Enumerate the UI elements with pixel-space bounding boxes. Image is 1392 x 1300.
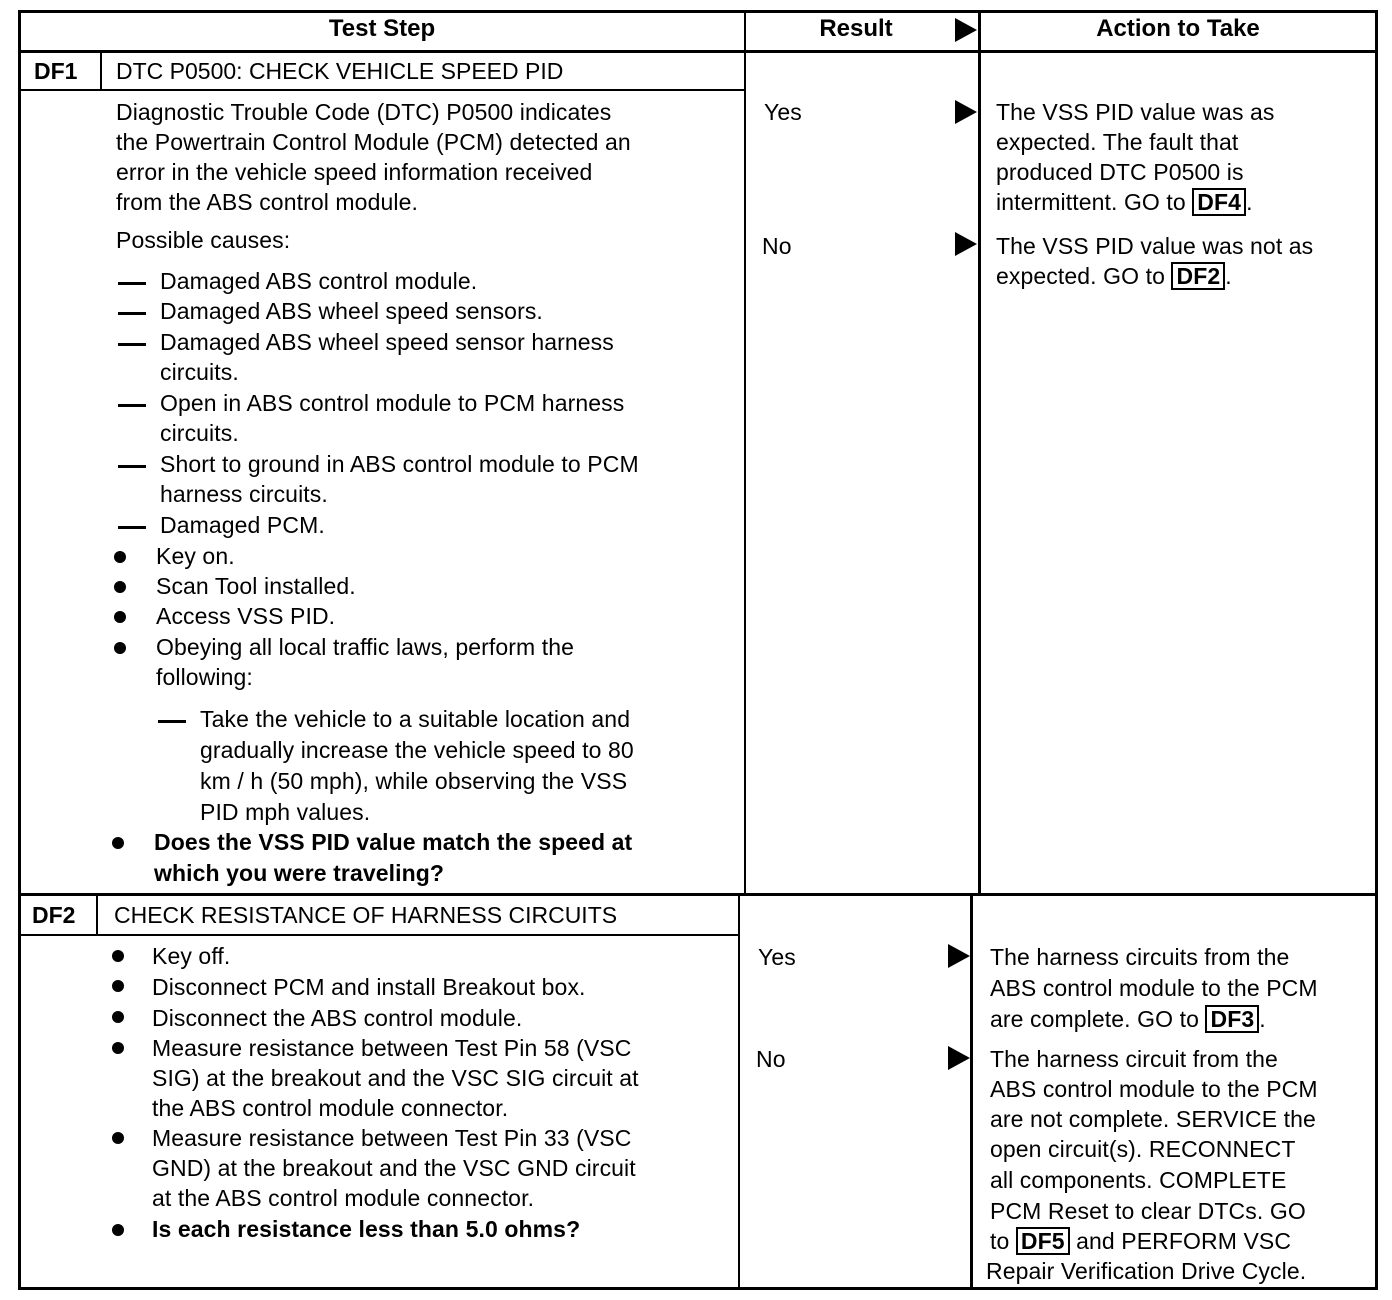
df1-action-no-text: expected. GO to <box>996 263 1172 289</box>
step-item: Obeying all local traffic laws, perform the <box>156 634 575 660</box>
df2-action-yes-end: . <box>1259 1006 1266 1032</box>
header-test-step: Test Step <box>328 15 436 42</box>
df1-action-yes-text: intermittent. GO to <box>996 189 1193 215</box>
df2-step-cont: the ABS control module connector. <box>152 1095 509 1121</box>
header-action: Action to Take <box>1096 15 1260 42</box>
df2-action-no-line: PCM Reset to clear DTCs. GO <box>990 1198 1306 1224</box>
df2-action-yes-text: are complete. GO to <box>990 1006 1206 1032</box>
arrow-icon <box>955 100 977 124</box>
cause-item-cont: circuits. <box>160 420 239 446</box>
df1-action-yes-line: produced DTC P0500 is <box>996 159 1244 185</box>
df2-action-no-to: to <box>990 1228 1016 1254</box>
df2-action-no-line: open circuit(s). RECONNECT <box>990 1136 1296 1162</box>
df2-title-rule <box>18 934 740 936</box>
cause-item: Damaged PCM. <box>160 512 325 538</box>
df2-result-yes: Yes <box>758 944 796 970</box>
df1-title: DTC P0500: CHECK VEHICLE SPEED PID <box>116 58 564 84</box>
df1-action-no-line: The VSS PID value was not as <box>996 233 1314 259</box>
df2-question: Is each resistance less than 5.0 ohms? <box>152 1216 581 1242</box>
df1-action-yes-line: The VSS PID value was as <box>996 99 1275 125</box>
df2-result-no: No <box>756 1046 786 1072</box>
df2-action-yes-line: The harness circuits from the <box>990 944 1290 970</box>
bullet-icon <box>112 1224 124 1236</box>
dash-icon <box>118 343 146 346</box>
df2-step: Measure resistance between Test Pin 33 (VSC <box>152 1125 632 1151</box>
dash-icon <box>158 720 186 723</box>
col-divider-action-lower <box>970 895 973 1290</box>
df1-code-divider <box>100 52 102 90</box>
df1-intro-line: from the ABS control module. <box>116 189 418 215</box>
df1-action-yes-end: . <box>1246 189 1253 215</box>
df2-step: Measure resistance between Test Pin 58 (VSC <box>152 1035 632 1061</box>
bullet-icon <box>112 1011 124 1023</box>
cause-item: Short to ground in ABS control module to PCM <box>160 451 639 477</box>
bullet-icon <box>112 1132 124 1144</box>
bullet-icon <box>112 1042 124 1054</box>
possible-causes-label: Possible causes: <box>116 227 291 253</box>
step-item: Key on. <box>156 543 235 569</box>
df2-title: CHECK RESISTANCE OF HARNESS CIRCUITS <box>114 902 618 928</box>
substep-line: PID mph values. <box>200 799 371 825</box>
col-divider-action-upper <box>978 10 981 895</box>
table-border-bottom <box>18 1287 1378 1290</box>
bullet-icon <box>114 551 126 563</box>
step-item-cont: following: <box>156 664 253 690</box>
df5-reference[interactable]: DF5 <box>1016 1227 1070 1255</box>
substep-line: gradually increase the vehicle speed to 80 <box>200 737 634 763</box>
df1-intro-line: Diagnostic Trouble Code (DTC) P0500 indicates <box>116 99 612 125</box>
df3-reference[interactable]: DF3 <box>1205 1005 1259 1033</box>
df2-action-yes-line: ABS control module to the PCM <box>990 975 1318 1001</box>
header-arrow-icon <box>955 18 977 42</box>
df2-action-no-line: ABS control module to the PCM <box>990 1076 1318 1102</box>
dash-icon <box>118 312 146 315</box>
df1-intro-line: the Powertrain Control Module (PCM) detected an <box>116 129 631 155</box>
df2-step: Disconnect PCM and install Breakout box. <box>152 974 586 1000</box>
df2-action-no-last: Repair Verification Drive Cycle. <box>986 1258 1307 1284</box>
df1-code: DF1 <box>34 58 78 84</box>
col-divider-result-upper <box>744 10 746 895</box>
cause-item: Damaged ABS wheel speed sensors. <box>160 298 543 324</box>
df2-action-no-after-ref: and PERFORM VSC <box>1069 1228 1292 1254</box>
df1-question: Does the VSS PID value match the speed at <box>154 829 633 855</box>
bullet-icon <box>114 581 126 593</box>
df1-title-rule <box>18 89 744 91</box>
df1-intro-line: error in the vehicle speed information received <box>116 159 593 185</box>
header-result: Result <box>819 15 893 42</box>
df2-action-no-line: all components. COMPLETE <box>990 1167 1287 1193</box>
dash-icon <box>118 282 146 285</box>
df2-action-no-line: The harness circuit from the <box>990 1046 1278 1072</box>
df2-code-divider <box>96 895 98 935</box>
df2-action-no-ref-line <box>990 1226 1291 1256</box>
bullet-icon <box>114 642 126 654</box>
df2-code: DF2 <box>32 902 76 928</box>
dash-icon <box>118 404 146 407</box>
df2-action-no-line: are not complete. SERVICE the <box>990 1106 1316 1132</box>
dash-icon <box>118 526 146 529</box>
df2-reference[interactable]: DF2 <box>1171 262 1225 290</box>
cause-item: Damaged ABS wheel speed sensor harness <box>160 329 614 355</box>
cause-item-cont: circuits. <box>160 359 239 385</box>
header-bottom-rule <box>18 50 1378 53</box>
bullet-icon <box>112 980 124 992</box>
step-item: Access VSS PID. <box>156 603 336 629</box>
df1-result-yes: Yes <box>764 99 802 125</box>
arrow-icon <box>948 944 970 968</box>
df1-action-no-last <box>996 261 1232 291</box>
df2-step: Key off. <box>152 943 231 969</box>
df1-action-yes-line: expected. The fault that <box>996 129 1239 155</box>
cause-item: Damaged ABS control module. <box>160 268 478 294</box>
step-item: Scan Tool installed. <box>156 573 356 599</box>
arrow-icon <box>948 1046 970 1070</box>
table-border-left <box>18 10 21 1290</box>
df2-step-cont: SIG) at the breakout and the VSC SIG circuit at <box>152 1065 639 1091</box>
bullet-icon <box>112 950 124 962</box>
bullet-icon <box>114 611 126 623</box>
col-divider-result-lower <box>738 895 740 1290</box>
dash-icon <box>118 465 146 468</box>
bullet-icon <box>112 837 124 849</box>
df1-action-yes-last <box>996 187 1253 217</box>
arrow-icon <box>955 232 977 256</box>
table-border-top <box>18 10 1378 13</box>
df4-reference[interactable]: DF4 <box>1192 188 1246 216</box>
df2-action-yes-last <box>990 1004 1266 1034</box>
df2-step-cont: at the ABS control module connector. <box>152 1185 535 1211</box>
table-border-right <box>1375 10 1378 1290</box>
substep-line: km / h (50 mph), while observing the VSS <box>200 768 628 794</box>
df2-step: Disconnect the ABS control module. <box>152 1005 523 1031</box>
df1-result-no: No <box>762 233 792 259</box>
cause-item: Open in ABS control module to PCM harness <box>160 390 625 416</box>
substep-line: Take the vehicle to a suitable location and <box>200 706 631 732</box>
df-separator <box>18 893 1378 896</box>
df2-step-cont: GND) at the breakout and the VSC GND circuit <box>152 1155 636 1181</box>
df1-question-cont: which you were traveling? <box>154 860 445 886</box>
df1-action-no-end: . <box>1225 263 1232 289</box>
cause-item-cont: harness circuits. <box>160 481 328 507</box>
